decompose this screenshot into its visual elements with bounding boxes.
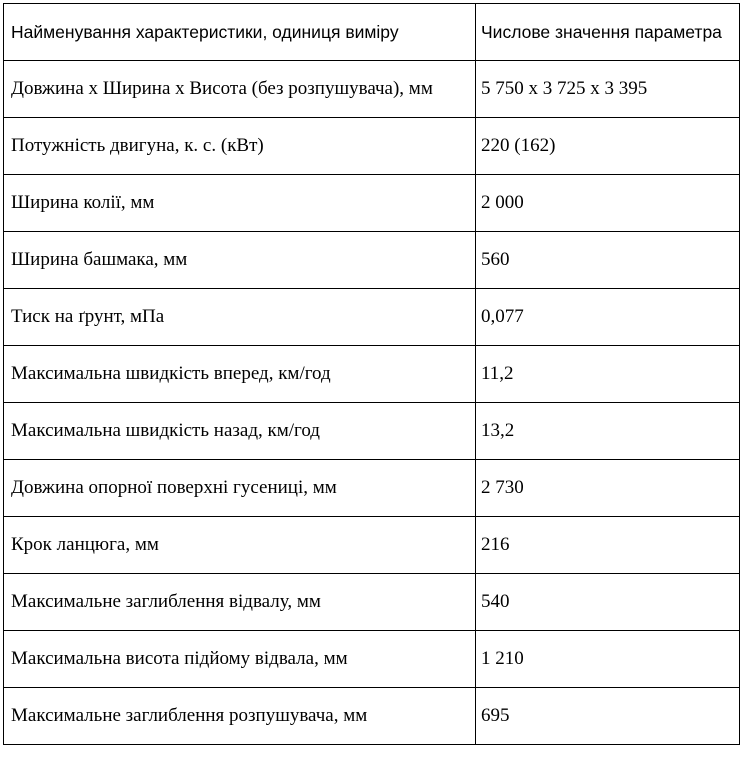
row-value: 560 xyxy=(476,232,740,289)
header-cell-characteristic: Найменування характеристики, одиниця виміру xyxy=(4,4,476,61)
row-value: 216 xyxy=(476,517,740,574)
table-row xyxy=(4,346,740,403)
row-value: 2 730 xyxy=(476,460,740,517)
row-value: 2 000 xyxy=(476,175,740,232)
row-value: 1 210 xyxy=(476,631,740,688)
row-characteristic: Максимальне заглиблення розпушувача, мм xyxy=(4,688,476,745)
table-row xyxy=(4,460,740,517)
row-characteristic: Ширина башмака, мм xyxy=(4,232,476,289)
row-characteristic: Максимальна швидкість вперед, км/год xyxy=(4,346,476,403)
row-characteristic: Максимальне заглиблення відвалу, мм xyxy=(4,574,476,631)
row-value: 540 xyxy=(476,574,740,631)
table-row xyxy=(4,175,740,232)
row-value: 5 750 х 3 725 х 3 395 xyxy=(476,61,740,118)
header-cell-value: Числове значення параметра xyxy=(476,4,740,61)
row-value: 11,2 xyxy=(476,346,740,403)
table-row xyxy=(4,574,740,631)
row-characteristic: Крок ланцюга, мм xyxy=(4,517,476,574)
table-row xyxy=(4,403,740,460)
table-row xyxy=(4,61,740,118)
row-characteristic: Потужність двигуна, к. с. (кВт) xyxy=(4,118,476,175)
table-header-row xyxy=(4,4,740,61)
table-row xyxy=(4,517,740,574)
table-row xyxy=(4,631,740,688)
specifications-table xyxy=(3,3,740,745)
row-value: 695 xyxy=(476,688,740,745)
row-value: 220 (162) xyxy=(476,118,740,175)
row-characteristic: Максимальна висота підйому відвала, мм xyxy=(4,631,476,688)
table-row xyxy=(4,688,740,745)
row-characteristic: Максимальна швидкість назад, км/год xyxy=(4,403,476,460)
row-characteristic: Тиск на ґрунт, мПа xyxy=(4,289,476,346)
row-characteristic: Довжина х Ширина х Висота (без розпушувача), мм xyxy=(4,61,476,118)
table-row xyxy=(4,118,740,175)
row-value: 13,2 xyxy=(476,403,740,460)
row-characteristic: Ширина колії, мм xyxy=(4,175,476,232)
row-value: 0,077 xyxy=(476,289,740,346)
row-characteristic: Довжина опорної поверхні гусениці, мм xyxy=(4,460,476,517)
table-row xyxy=(4,289,740,346)
table-row xyxy=(4,232,740,289)
